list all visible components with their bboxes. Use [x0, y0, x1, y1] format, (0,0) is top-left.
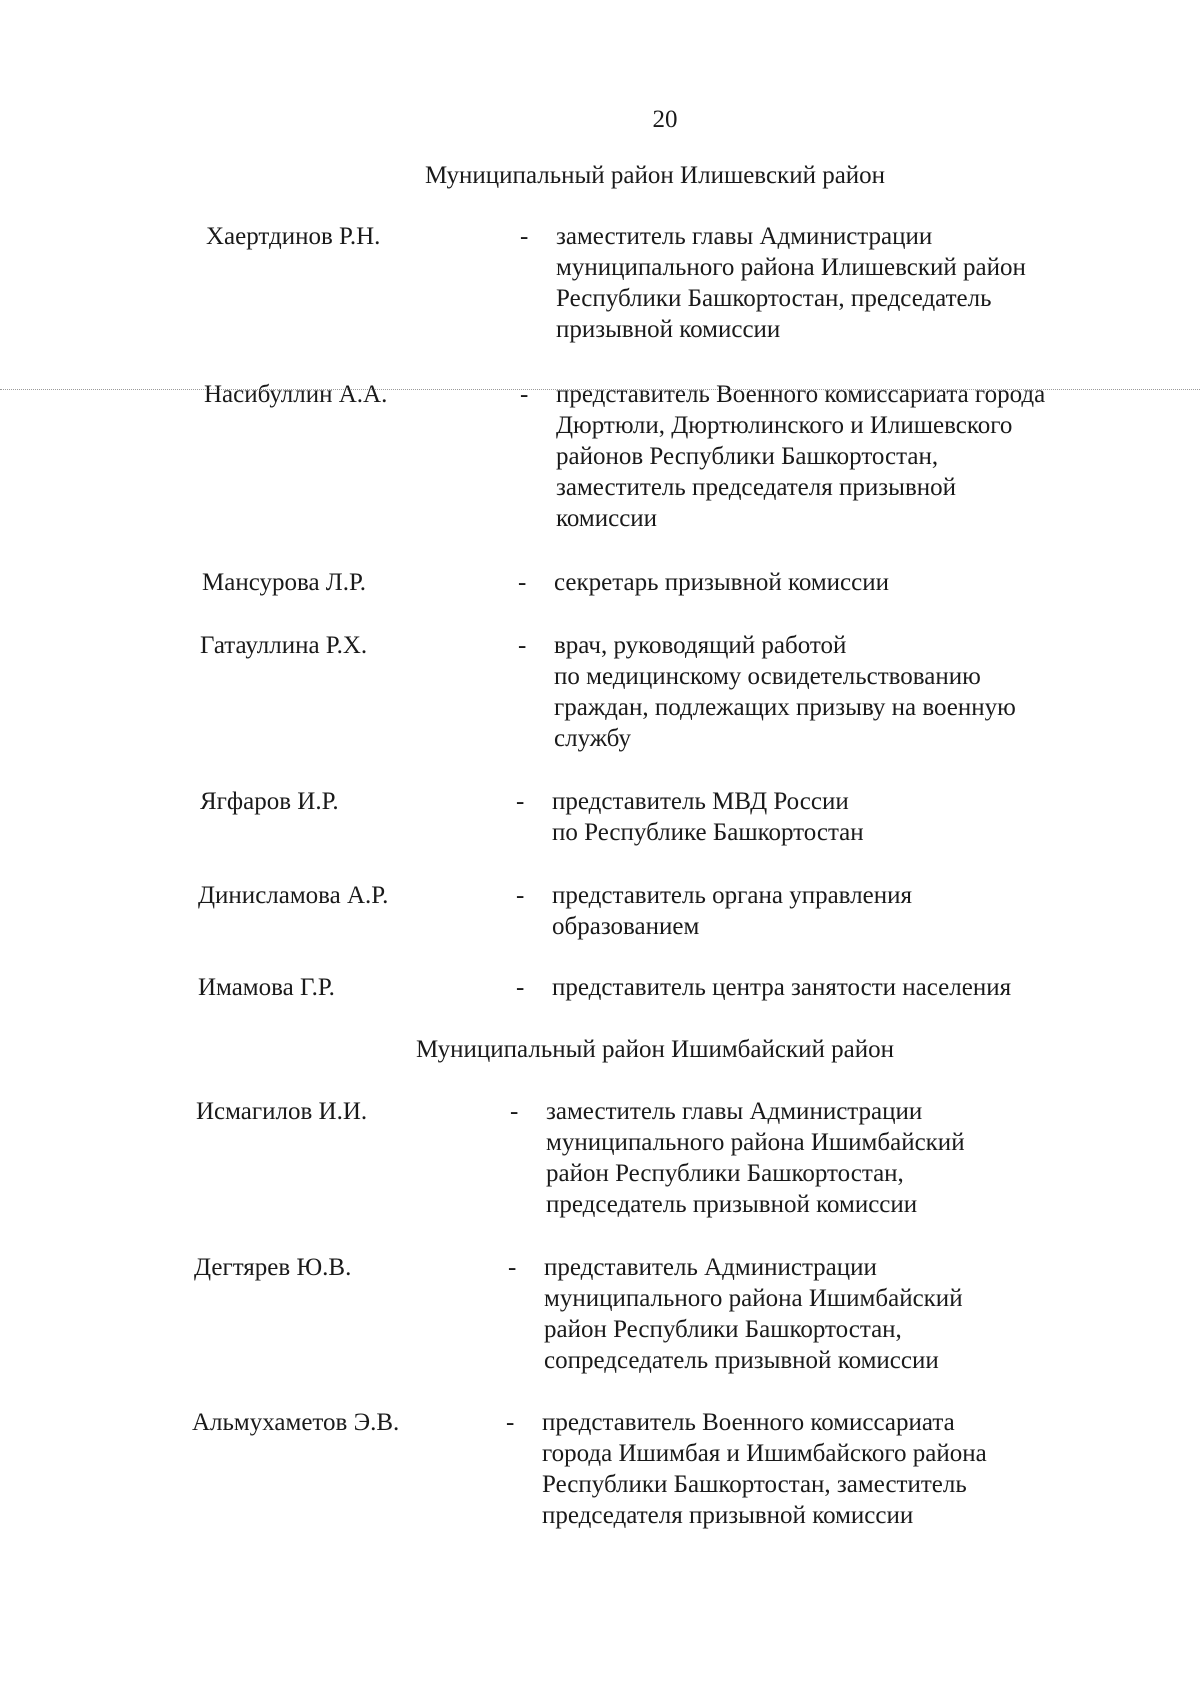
- member-name: Альмухаметов Э.В.: [192, 1409, 400, 1436]
- member-name: Ягфаров И.Р.: [200, 788, 339, 815]
- role-line: представитель Военного комиссариата: [542, 1409, 955, 1436]
- role-line: образованием: [552, 913, 700, 940]
- role-line: представитель МВД России: [552, 788, 849, 815]
- role-line: Республики Башкортостан, заместитель: [542, 1471, 967, 1498]
- member-name: Динисламова А.Р.: [198, 882, 389, 909]
- role-line: муниципального района Ишимбайский: [544, 1285, 963, 1312]
- member-role: [556, 379, 1045, 534]
- role-line: заместитель главы Администрации: [556, 223, 933, 250]
- role-line: председателя призывной комиссии: [542, 1502, 914, 1529]
- member-dash: -: [516, 974, 525, 1001]
- role-line: заместитель председателя призывной: [556, 474, 956, 501]
- role-line: сопредседатель призывной комиссии: [544, 1347, 939, 1374]
- member-name: Имамова Г.Р.: [198, 974, 335, 1001]
- member-entry: [0, 630, 1200, 770]
- role-line: представитель Военного комиссариата города: [556, 381, 1046, 408]
- role-line: службу: [554, 725, 631, 752]
- member-role: [552, 972, 1011, 1003]
- role-line: врач, руководящий работой: [554, 632, 847, 659]
- member-entry: [0, 221, 1200, 361]
- role-line: секретарь призывной комиссии: [554, 569, 890, 596]
- role-line: председатель призывной комиссии: [546, 1191, 918, 1218]
- role-line: представитель органа управления: [552, 882, 912, 909]
- role-line: представитель центра занятости населения: [552, 974, 1012, 1001]
- section-title-ilishevsky: Муниципальный район Илишевский район: [424, 162, 886, 189]
- member-name: Дегтярев Ю.В.: [194, 1254, 352, 1281]
- member-dash: -: [516, 882, 525, 909]
- member-role: [554, 630, 1016, 754]
- member-name: Насибуллин А.А.: [204, 381, 388, 408]
- role-line: призывной комиссии: [556, 316, 781, 343]
- member-dash: -: [520, 223, 529, 250]
- role-line: район Республики Башкортостан,: [544, 1316, 902, 1343]
- member-name: Исмагилов И.И.: [196, 1098, 368, 1125]
- section-title-ishimbaysky: Муниципальный район Ишимбайский район: [416, 1036, 894, 1063]
- member-entry: [0, 1252, 1200, 1392]
- member-dash: -: [508, 1254, 517, 1281]
- role-line: муниципального района Илишевский район: [556, 254, 1026, 281]
- member-name: Гатауллина Р.Х.: [200, 632, 368, 659]
- member-role: [556, 221, 1026, 345]
- role-line: комиссии: [556, 505, 658, 532]
- member-entry: [0, 1096, 1200, 1236]
- member-name: Хаертдинов Р.Н.: [206, 223, 381, 250]
- page-number: 20: [652, 106, 678, 133]
- member-role: [554, 567, 889, 598]
- member-dash: -: [518, 569, 527, 596]
- role-line: Республики Башкортостан, председатель: [556, 285, 992, 312]
- role-line: муниципального района Ишимбайский: [546, 1129, 965, 1156]
- role-line: представитель Администрации: [544, 1254, 877, 1281]
- member-role: [552, 880, 912, 942]
- role-line: район Республики Башкортостан,: [546, 1160, 904, 1187]
- role-line: города Ишимбая и Ишимбайского района: [542, 1440, 987, 1467]
- role-line: граждан, подлежащих призыву на военную: [554, 694, 1016, 721]
- member-dash: -: [516, 788, 525, 815]
- member-entry: [0, 1407, 1200, 1547]
- role-line: по медицинскому освидетельствованию: [554, 663, 981, 690]
- role-line: Дюртюли, Дюртюлинского и Илишевского: [556, 412, 1013, 439]
- member-dash: -: [518, 632, 527, 659]
- member-role: [552, 786, 864, 848]
- role-line: районов Республики Башкортостан,: [556, 443, 939, 470]
- role-line: по Республике Башкортостан: [552, 819, 864, 846]
- member-dash: -: [506, 1409, 515, 1436]
- member-entry: [0, 379, 1200, 532]
- role-line: заместитель главы Администрации: [546, 1098, 923, 1125]
- member-name: Мансурова Л.Р.: [202, 569, 367, 596]
- member-role: [546, 1096, 965, 1220]
- member-role: [542, 1407, 987, 1531]
- member-dash: -: [520, 381, 529, 408]
- member-dash: -: [510, 1098, 519, 1125]
- member-role: [544, 1252, 963, 1376]
